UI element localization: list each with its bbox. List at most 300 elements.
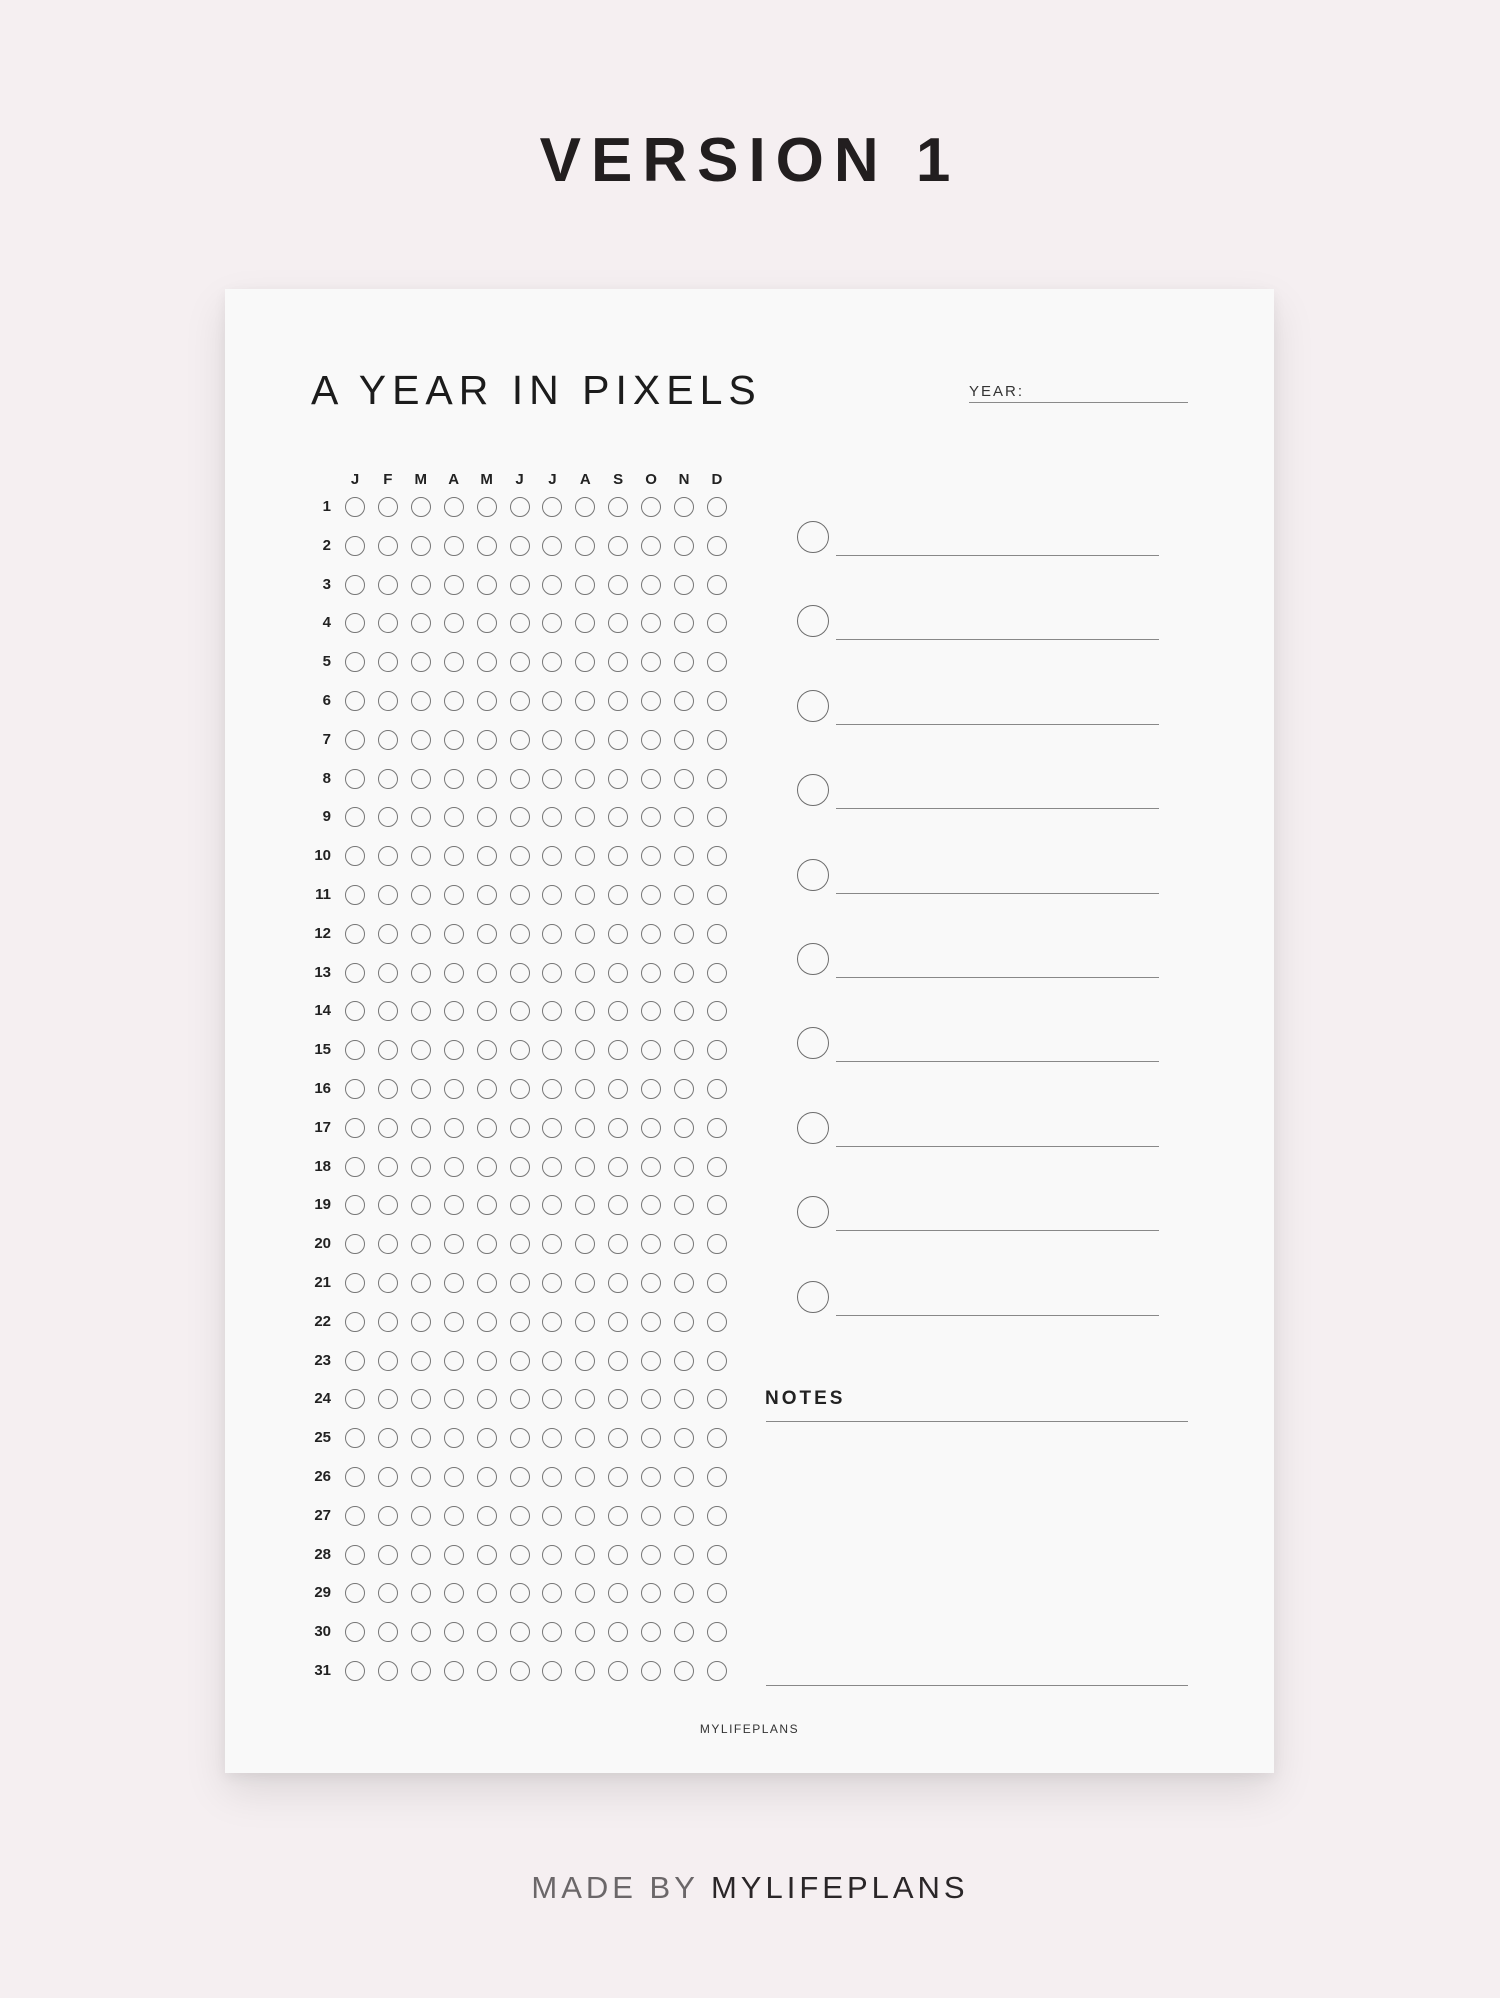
pixel-cell[interactable] — [707, 1195, 727, 1215]
pixel-cell[interactable] — [641, 1506, 661, 1526]
pixel-cell[interactable] — [444, 1389, 464, 1409]
pixel-cell[interactable] — [411, 575, 431, 595]
pixel-cell[interactable] — [542, 924, 562, 944]
pixel-cell[interactable] — [674, 730, 694, 750]
pixel-cell[interactable] — [608, 924, 628, 944]
pixel-cell[interactable] — [542, 769, 562, 789]
pixel-cell[interactable] — [378, 769, 398, 789]
pixel-cell[interactable] — [575, 1467, 595, 1487]
pixel-cell[interactable] — [542, 807, 562, 827]
pixel-cell[interactable] — [411, 1195, 431, 1215]
pixel-cell[interactable] — [641, 536, 661, 556]
pixel-cell[interactable] — [641, 924, 661, 944]
pixel-cell[interactable] — [378, 652, 398, 672]
pixel-cell[interactable] — [575, 1234, 595, 1254]
pixel-cell[interactable] — [411, 963, 431, 983]
pixel-cell[interactable] — [411, 691, 431, 711]
pixel-cell[interactable] — [477, 769, 497, 789]
pixel-cell[interactable] — [444, 1506, 464, 1526]
pixel-cell[interactable] — [345, 536, 365, 556]
pixel-cell[interactable] — [411, 1079, 431, 1099]
pixel-cell[interactable] — [345, 769, 365, 789]
pixel-cell[interactable] — [641, 1157, 661, 1177]
pixel-cell[interactable] — [510, 769, 530, 789]
pixel-cell[interactable] — [411, 1234, 431, 1254]
pixel-cell[interactable] — [411, 536, 431, 556]
pixel-cell[interactable] — [477, 691, 497, 711]
pixel-cell[interactable] — [477, 963, 497, 983]
pixel-cell[interactable] — [510, 807, 530, 827]
year-input-line[interactable] — [969, 402, 1188, 403]
pixel-cell[interactable] — [411, 652, 431, 672]
pixel-cell[interactable] — [477, 1312, 497, 1332]
pixel-cell[interactable] — [674, 1583, 694, 1603]
pixel-cell[interactable] — [641, 963, 661, 983]
pixel-cell[interactable] — [444, 1467, 464, 1487]
pixel-cell[interactable] — [575, 1389, 595, 1409]
pixel-cell[interactable] — [345, 1195, 365, 1215]
pixel-cell[interactable] — [608, 1389, 628, 1409]
pixel-cell[interactable] — [510, 846, 530, 866]
pixel-cell[interactable] — [641, 1583, 661, 1603]
pixel-cell[interactable] — [444, 575, 464, 595]
pixel-cell[interactable] — [345, 575, 365, 595]
pixel-cell[interactable] — [444, 1312, 464, 1332]
pixel-cell[interactable] — [411, 1312, 431, 1332]
pixel-cell[interactable] — [674, 1428, 694, 1448]
pixel-cell[interactable] — [378, 1312, 398, 1332]
pixel-cell[interactable] — [608, 769, 628, 789]
pixel-cell[interactable] — [575, 497, 595, 517]
pixel-cell[interactable] — [411, 1118, 431, 1138]
legend-color-circle[interactable] — [797, 1027, 829, 1059]
pixel-cell[interactable] — [674, 1661, 694, 1681]
pixel-cell[interactable] — [345, 1545, 365, 1565]
pixel-cell[interactable] — [411, 1351, 431, 1371]
pixel-cell[interactable] — [707, 1001, 727, 1021]
pixel-cell[interactable] — [477, 1428, 497, 1448]
pixel-cell[interactable] — [510, 575, 530, 595]
pixel-cell[interactable] — [707, 1351, 727, 1371]
pixel-cell[interactable] — [345, 1040, 365, 1060]
pixel-cell[interactable] — [608, 1506, 628, 1526]
pixel-cell[interactable] — [378, 924, 398, 944]
pixel-cell[interactable] — [575, 1351, 595, 1371]
pixel-cell[interactable] — [707, 769, 727, 789]
pixel-cell[interactable] — [510, 1506, 530, 1526]
pixel-cell[interactable] — [510, 1001, 530, 1021]
pixel-cell[interactable] — [641, 497, 661, 517]
legend-color-circle[interactable] — [797, 943, 829, 975]
pixel-cell[interactable] — [707, 652, 727, 672]
pixel-cell[interactable] — [510, 536, 530, 556]
pixel-cell[interactable] — [411, 846, 431, 866]
pixel-cell[interactable] — [510, 1118, 530, 1138]
pixel-cell[interactable] — [345, 1001, 365, 1021]
pixel-cell[interactable] — [641, 575, 661, 595]
pixel-cell[interactable] — [411, 497, 431, 517]
pixel-cell[interactable] — [707, 963, 727, 983]
notes-area[interactable] — [766, 1423, 1188, 1683]
pixel-cell[interactable] — [510, 1545, 530, 1565]
pixel-cell[interactable] — [542, 846, 562, 866]
pixel-cell[interactable] — [411, 1506, 431, 1526]
pixel-cell[interactable] — [444, 924, 464, 944]
pixel-cell[interactable] — [608, 885, 628, 905]
pixel-cell[interactable] — [707, 1389, 727, 1409]
pixel-cell[interactable] — [444, 730, 464, 750]
pixel-cell[interactable] — [608, 1195, 628, 1215]
legend-label-line[interactable] — [836, 555, 1159, 556]
pixel-cell[interactable] — [707, 807, 727, 827]
pixel-cell[interactable] — [575, 1079, 595, 1099]
pixel-cell[interactable] — [542, 1312, 562, 1332]
legend-color-circle[interactable] — [797, 690, 829, 722]
pixel-cell[interactable] — [575, 1273, 595, 1293]
pixel-cell[interactable] — [444, 1428, 464, 1448]
pixel-cell[interactable] — [608, 1001, 628, 1021]
pixel-cell[interactable] — [378, 497, 398, 517]
pixel-cell[interactable] — [575, 846, 595, 866]
pixel-cell[interactable] — [477, 1234, 497, 1254]
pixel-cell[interactable] — [444, 1001, 464, 1021]
pixel-cell[interactable] — [345, 885, 365, 905]
pixel-cell[interactable] — [477, 807, 497, 827]
pixel-cell[interactable] — [345, 1506, 365, 1526]
pixel-cell[interactable] — [411, 1157, 431, 1177]
pixel-cell[interactable] — [641, 1351, 661, 1371]
pixel-cell[interactable] — [641, 1428, 661, 1448]
pixel-cell[interactable] — [674, 1195, 694, 1215]
pixel-cell[interactable] — [345, 613, 365, 633]
pixel-cell[interactable] — [444, 1545, 464, 1565]
pixel-cell[interactable] — [707, 1040, 727, 1060]
pixel-cell[interactable] — [707, 613, 727, 633]
pixel-cell[interactable] — [707, 1079, 727, 1099]
pixel-cell[interactable] — [510, 613, 530, 633]
pixel-cell[interactable] — [378, 536, 398, 556]
pixel-cell[interactable] — [542, 613, 562, 633]
pixel-cell[interactable] — [608, 536, 628, 556]
pixel-cell[interactable] — [608, 1545, 628, 1565]
pixel-cell[interactable] — [542, 1351, 562, 1371]
pixel-cell[interactable] — [674, 1040, 694, 1060]
pixel-cell[interactable] — [411, 1467, 431, 1487]
pixel-cell[interactable] — [707, 846, 727, 866]
pixel-cell[interactable] — [345, 1273, 365, 1293]
pixel-cell[interactable] — [477, 1351, 497, 1371]
pixel-cell[interactable] — [542, 1389, 562, 1409]
pixel-cell[interactable] — [542, 1583, 562, 1603]
pixel-cell[interactable] — [641, 1079, 661, 1099]
pixel-cell[interactable] — [575, 536, 595, 556]
pixel-cell[interactable] — [674, 1467, 694, 1487]
legend-label-line[interactable] — [836, 977, 1159, 978]
pixel-cell[interactable] — [477, 1506, 497, 1526]
pixel-cell[interactable] — [477, 1157, 497, 1177]
pixel-cell[interactable] — [608, 1622, 628, 1642]
pixel-cell[interactable] — [444, 536, 464, 556]
pixel-cell[interactable] — [542, 536, 562, 556]
pixel-cell[interactable] — [641, 1661, 661, 1681]
pixel-cell[interactable] — [477, 885, 497, 905]
pixel-cell[interactable] — [444, 497, 464, 517]
pixel-cell[interactable] — [378, 613, 398, 633]
pixel-cell[interactable] — [477, 613, 497, 633]
pixel-cell[interactable] — [707, 1273, 727, 1293]
pixel-cell[interactable] — [575, 613, 595, 633]
pixel-cell[interactable] — [510, 1273, 530, 1293]
pixel-cell[interactable] — [444, 1583, 464, 1603]
pixel-cell[interactable] — [345, 652, 365, 672]
pixel-cell[interactable] — [641, 846, 661, 866]
pixel-cell[interactable] — [378, 1428, 398, 1448]
pixel-cell[interactable] — [707, 1661, 727, 1681]
pixel-cell[interactable] — [477, 1467, 497, 1487]
pixel-cell[interactable] — [510, 1079, 530, 1099]
pixel-cell[interactable] — [477, 536, 497, 556]
pixel-cell[interactable] — [477, 1389, 497, 1409]
pixel-cell[interactable] — [608, 1583, 628, 1603]
pixel-cell[interactable] — [641, 1118, 661, 1138]
pixel-cell[interactable] — [674, 1351, 694, 1371]
pixel-cell[interactable] — [608, 730, 628, 750]
pixel-cell[interactable] — [510, 1467, 530, 1487]
pixel-cell[interactable] — [575, 575, 595, 595]
pixel-cell[interactable] — [345, 1622, 365, 1642]
legend-label-line[interactable] — [836, 1230, 1159, 1231]
pixel-cell[interactable] — [674, 536, 694, 556]
pixel-cell[interactable] — [444, 1157, 464, 1177]
pixel-cell[interactable] — [411, 1661, 431, 1681]
pixel-cell[interactable] — [444, 1234, 464, 1254]
pixel-cell[interactable] — [444, 1079, 464, 1099]
pixel-cell[interactable] — [510, 1040, 530, 1060]
pixel-cell[interactable] — [707, 1506, 727, 1526]
pixel-cell[interactable] — [608, 613, 628, 633]
pixel-cell[interactable] — [378, 1661, 398, 1681]
pixel-cell[interactable] — [641, 613, 661, 633]
pixel-cell[interactable] — [674, 769, 694, 789]
pixel-cell[interactable] — [345, 1312, 365, 1332]
pixel-cell[interactable] — [674, 497, 694, 517]
pixel-cell[interactable] — [707, 924, 727, 944]
pixel-cell[interactable] — [575, 1157, 595, 1177]
pixel-cell[interactable] — [674, 924, 694, 944]
pixel-cell[interactable] — [378, 575, 398, 595]
pixel-cell[interactable] — [477, 575, 497, 595]
pixel-cell[interactable] — [575, 885, 595, 905]
pixel-cell[interactable] — [510, 1157, 530, 1177]
pixel-cell[interactable] — [378, 1001, 398, 1021]
pixel-cell[interactable] — [444, 1661, 464, 1681]
legend-color-circle[interactable] — [797, 1112, 829, 1144]
pixel-cell[interactable] — [641, 1467, 661, 1487]
pixel-cell[interactable] — [575, 1506, 595, 1526]
pixel-cell[interactable] — [542, 1040, 562, 1060]
pixel-cell[interactable] — [608, 1040, 628, 1060]
pixel-cell[interactable] — [608, 1351, 628, 1371]
pixel-cell[interactable] — [378, 1583, 398, 1603]
pixel-cell[interactable] — [510, 691, 530, 711]
pixel-cell[interactable] — [444, 1195, 464, 1215]
pixel-cell[interactable] — [345, 1351, 365, 1371]
pixel-cell[interactable] — [641, 691, 661, 711]
pixel-cell[interactable] — [542, 1234, 562, 1254]
pixel-cell[interactable] — [641, 769, 661, 789]
pixel-cell[interactable] — [641, 1040, 661, 1060]
pixel-cell[interactable] — [608, 1079, 628, 1099]
pixel-cell[interactable] — [411, 1583, 431, 1603]
pixel-cell[interactable] — [575, 1118, 595, 1138]
pixel-cell[interactable] — [477, 652, 497, 672]
pixel-cell[interactable] — [707, 1118, 727, 1138]
pixel-cell[interactable] — [411, 1428, 431, 1448]
pixel-cell[interactable] — [444, 1351, 464, 1371]
legend-label-line[interactable] — [836, 1061, 1159, 1062]
pixel-cell[interactable] — [542, 1079, 562, 1099]
pixel-cell[interactable] — [510, 497, 530, 517]
pixel-cell[interactable] — [411, 1622, 431, 1642]
pixel-cell[interactable] — [608, 1157, 628, 1177]
pixel-cell[interactable] — [510, 1661, 530, 1681]
pixel-cell[interactable] — [542, 1157, 562, 1177]
pixel-cell[interactable] — [674, 963, 694, 983]
pixel-cell[interactable] — [477, 1079, 497, 1099]
pixel-cell[interactable] — [378, 1351, 398, 1371]
pixel-cell[interactable] — [641, 1622, 661, 1642]
pixel-cell[interactable] — [575, 1001, 595, 1021]
pixel-cell[interactable] — [477, 1001, 497, 1021]
pixel-cell[interactable] — [575, 1428, 595, 1448]
pixel-cell[interactable] — [674, 1079, 694, 1099]
pixel-cell[interactable] — [608, 652, 628, 672]
pixel-cell[interactable] — [674, 1234, 694, 1254]
pixel-cell[interactable] — [411, 924, 431, 944]
pixel-cell[interactable] — [345, 1389, 365, 1409]
pixel-cell[interactable] — [641, 1195, 661, 1215]
pixel-cell[interactable] — [378, 1157, 398, 1177]
pixel-cell[interactable] — [411, 807, 431, 827]
pixel-cell[interactable] — [378, 1234, 398, 1254]
pixel-cell[interactable] — [477, 846, 497, 866]
pixel-cell[interactable] — [345, 1118, 365, 1138]
pixel-cell[interactable] — [345, 1661, 365, 1681]
pixel-cell[interactable] — [707, 1622, 727, 1642]
pixel-cell[interactable] — [510, 1389, 530, 1409]
pixel-cell[interactable] — [674, 1622, 694, 1642]
pixel-cell[interactable] — [575, 652, 595, 672]
pixel-cell[interactable] — [444, 1118, 464, 1138]
pixel-cell[interactable] — [608, 497, 628, 517]
pixel-cell[interactable] — [477, 730, 497, 750]
pixel-cell[interactable] — [575, 769, 595, 789]
pixel-cell[interactable] — [707, 1545, 727, 1565]
pixel-cell[interactable] — [542, 1545, 562, 1565]
pixel-cell[interactable] — [674, 613, 694, 633]
pixel-cell[interactable] — [378, 1079, 398, 1099]
pixel-cell[interactable] — [707, 1428, 727, 1448]
pixel-cell[interactable] — [378, 846, 398, 866]
pixel-cell[interactable] — [378, 1506, 398, 1526]
pixel-cell[interactable] — [411, 885, 431, 905]
pixel-cell[interactable] — [575, 1195, 595, 1215]
pixel-cell[interactable] — [608, 1273, 628, 1293]
pixel-cell[interactable] — [608, 1234, 628, 1254]
pixel-cell[interactable] — [575, 963, 595, 983]
pixel-cell[interactable] — [674, 1312, 694, 1332]
pixel-cell[interactable] — [542, 1273, 562, 1293]
pixel-cell[interactable] — [510, 1351, 530, 1371]
pixel-cell[interactable] — [411, 730, 431, 750]
pixel-cell[interactable] — [510, 1312, 530, 1332]
pixel-cell[interactable] — [707, 885, 727, 905]
pixel-cell[interactable] — [411, 1389, 431, 1409]
pixel-cell[interactable] — [608, 1428, 628, 1448]
pixel-cell[interactable] — [542, 1661, 562, 1681]
pixel-cell[interactable] — [641, 1273, 661, 1293]
pixel-cell[interactable] — [444, 613, 464, 633]
pixel-cell[interactable] — [608, 963, 628, 983]
pixel-cell[interactable] — [345, 1583, 365, 1603]
pixel-cell[interactable] — [608, 691, 628, 711]
pixel-cell[interactable] — [444, 807, 464, 827]
legend-label-line[interactable] — [836, 1315, 1159, 1316]
legend-label-line[interactable] — [836, 808, 1159, 809]
pixel-cell[interactable] — [542, 1118, 562, 1138]
pixel-cell[interactable] — [641, 1312, 661, 1332]
pixel-cell[interactable] — [542, 730, 562, 750]
pixel-cell[interactable] — [542, 1622, 562, 1642]
pixel-cell[interactable] — [674, 846, 694, 866]
pixel-cell[interactable] — [674, 807, 694, 827]
pixel-cell[interactable] — [542, 652, 562, 672]
legend-color-circle[interactable] — [797, 859, 829, 891]
pixel-cell[interactable] — [477, 1622, 497, 1642]
pixel-cell[interactable] — [444, 769, 464, 789]
pixel-cell[interactable] — [542, 1506, 562, 1526]
legend-color-circle[interactable] — [797, 1281, 829, 1313]
legend-color-circle[interactable] — [797, 521, 829, 553]
pixel-cell[interactable] — [608, 807, 628, 827]
pixel-cell[interactable] — [707, 575, 727, 595]
pixel-cell[interactable] — [575, 1622, 595, 1642]
pixel-cell[interactable] — [378, 691, 398, 711]
pixel-cell[interactable] — [542, 1428, 562, 1448]
pixel-cell[interactable] — [674, 1001, 694, 1021]
pixel-cell[interactable] — [608, 1661, 628, 1681]
pixel-cell[interactable] — [674, 885, 694, 905]
pixel-cell[interactable] — [510, 652, 530, 672]
pixel-cell[interactable] — [477, 1273, 497, 1293]
pixel-cell[interactable] — [411, 1001, 431, 1021]
pixel-cell[interactable] — [510, 1583, 530, 1603]
pixel-cell[interactable] — [510, 1195, 530, 1215]
pixel-cell[interactable] — [345, 1157, 365, 1177]
pixel-cell[interactable] — [345, 691, 365, 711]
pixel-cell[interactable] — [608, 1118, 628, 1138]
pixel-cell[interactable] — [378, 1389, 398, 1409]
pixel-cell[interactable] — [707, 497, 727, 517]
pixel-cell[interactable] — [707, 1583, 727, 1603]
pixel-cell[interactable] — [641, 885, 661, 905]
pixel-cell[interactable] — [444, 652, 464, 672]
legend-label-line[interactable] — [836, 1146, 1159, 1147]
pixel-cell[interactable] — [707, 1312, 727, 1332]
pixel-cell[interactable] — [575, 1545, 595, 1565]
pixel-cell[interactable] — [444, 963, 464, 983]
pixel-cell[interactable] — [674, 575, 694, 595]
